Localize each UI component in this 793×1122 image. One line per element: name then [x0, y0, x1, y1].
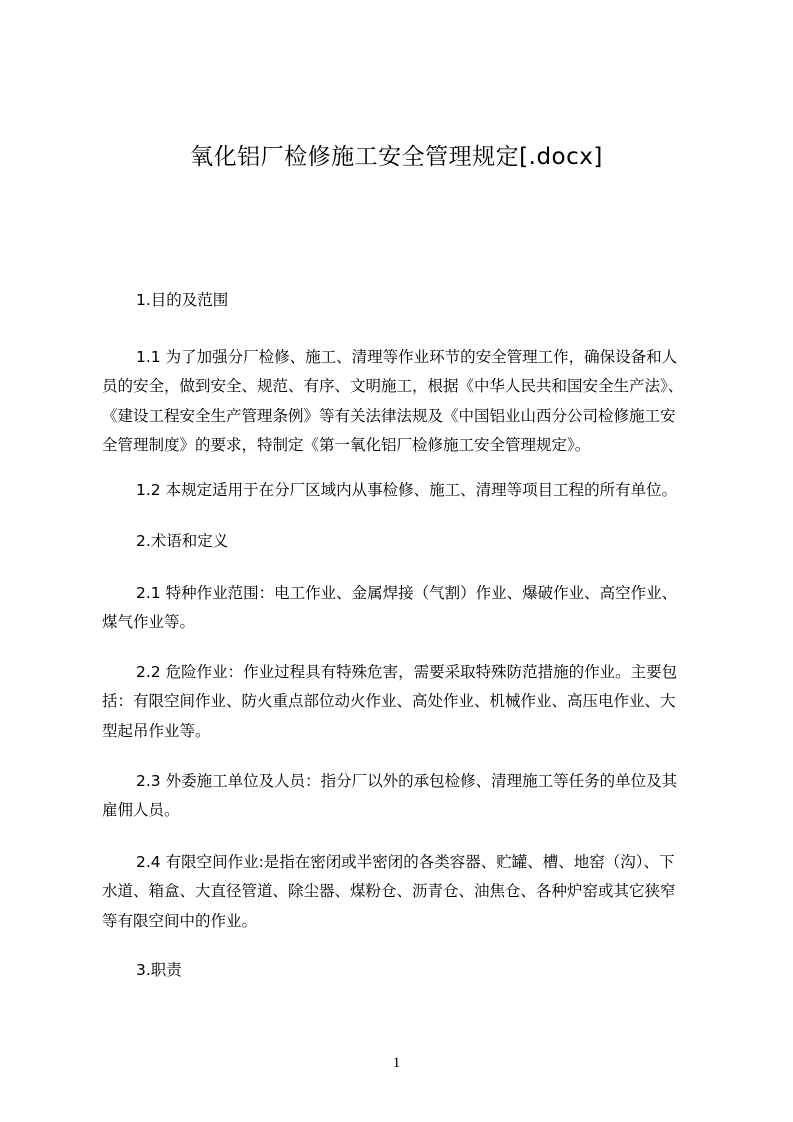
- text-line: 《建设工程安全生产管理条例》等有关法律法规及《中国铝业山西分公司检修施工安: [102, 406, 676, 425]
- text-line: 2.4 有限空间作业:是指在密闭或半密闭的各类容器、贮罐、槽、地窑（沟）、下: [136, 853, 675, 871]
- text-line: 员的安全，做到安全、规范、有序、文明施工，根据《中华人民共和国安全生产法》、: [102, 377, 684, 396]
- paragraph: [102, 286, 702, 315]
- text-line: 雇佣人员。: [102, 801, 180, 820]
- text-line: 2.2 危险作业：作业过程具有特殊危害，需要采取特殊防范措施的作业。主要包: [136, 663, 678, 681]
- paragraph: [102, 476, 702, 505]
- paragraph: [102, 767, 702, 826]
- text-line: 煤气作业等。: [102, 613, 196, 632]
- text-line: 等有限空间中的作业。: [102, 911, 258, 930]
- text-line: 1.1 为了加强分厂检修、施工、清理等作业环节的安全管理工作，确保设备和人: [136, 348, 678, 366]
- text-line: 1.2 本规定适用于在分厂区域内从事检修、施工、清理等项目工程的所有单位。: [136, 481, 678, 499]
- paragraph: [102, 848, 702, 936]
- document-title: 氧化铝厂检修施工安全管理规定[.docx]: [190, 144, 603, 170]
- page-number: 1: [392, 1055, 401, 1071]
- text-line: 2.3 外委施工单位及人员：指分厂以外的承包检修、清理施工等任务的单位及其: [136, 772, 678, 790]
- text-line: 括：有限空间作业、防火重点部位动火作业、高处作业、机械作业、高压电作业、大: [102, 692, 676, 711]
- text-line: 2.术语和定义: [136, 532, 229, 550]
- text-line: 水道、箱盒、大直径管道、除尘器、煤粉仓、沥青仓、油焦仓、各种炉窑或其它狭窄: [102, 882, 676, 901]
- paragraph: [102, 579, 702, 638]
- text-line: 型起吊作业等。: [102, 721, 211, 740]
- text-line: 2.1 特种作业范围：电工作业、金属焊接（气割）作业、爆破作业、高空作业、: [136, 584, 678, 602]
- paragraph: [102, 658, 702, 746]
- paragraph: [102, 956, 702, 985]
- text-line: 3.职责: [136, 961, 182, 979]
- text-line: 1.目的及范围: [136, 291, 229, 309]
- paragraph: [102, 343, 702, 460]
- text-line: 全管理制度》的要求，特制定《第一氧化铝厂检修施工安全管理规定》。: [102, 435, 591, 454]
- paragraph: [102, 527, 702, 556]
